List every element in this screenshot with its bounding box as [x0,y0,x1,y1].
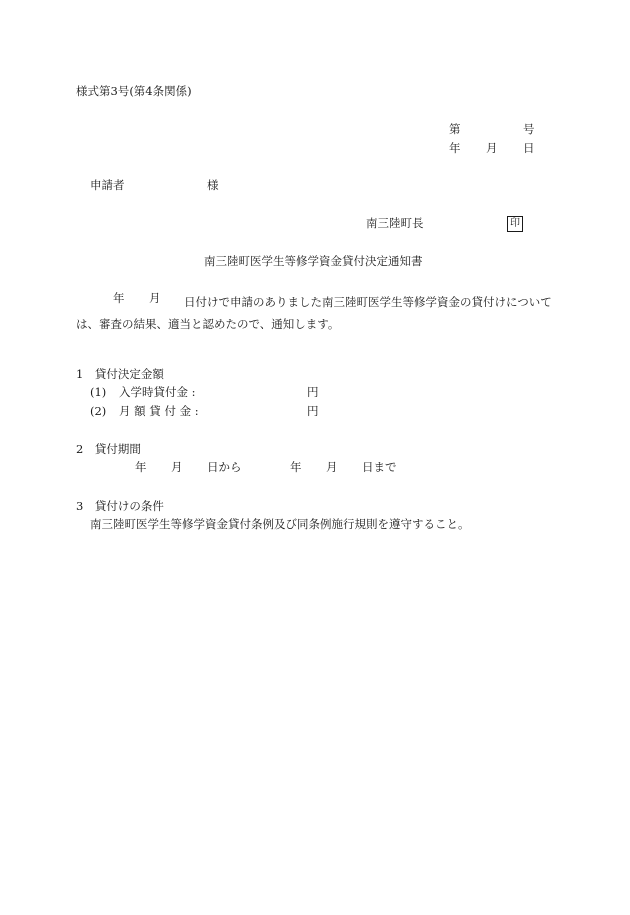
applicant-label: 申請者 [90,178,125,192]
period-from-month: 月 [171,460,183,474]
item-1-unit: 円 [307,385,319,399]
item-1-number: (1) [90,385,107,399]
date-month: 月 [486,141,498,155]
intro-year: 年 [113,291,125,305]
intro-month: 月 [149,291,161,305]
document-title: 南三陸町医学生等修学資金貸付決定通知書 [204,254,423,268]
seal-icon: 印 [507,216,523,232]
period-from-year: 年 [135,460,147,474]
item-2-unit: 円 [307,404,319,418]
item-2-number: (2) [90,404,107,418]
intro-paragraph [76,291,564,335]
date-day: 日 [523,141,535,155]
period-from-day: 日から [207,460,242,474]
applicant-honorific: 様 [207,178,219,192]
doc-number-prefix: 第 [449,122,461,136]
section-3-text: 南三陸町医学生等修学資金貸付条例及び同条例施行規則を遵守すること。 [90,517,470,531]
section-2-heading: 2 貸付期間 [76,442,141,456]
doc-number-suffix: 号 [523,122,535,136]
section-3-heading: 3 貸付けの条件 [76,499,164,513]
intro-text: 日付けで申請のありました南三陸町医学生等修学資金の貸付けについては、審査の結果、適当と認めたので、通知します。 [76,295,552,331]
period-to-month: 月 [326,460,338,474]
period-to-day: 日まで [362,460,397,474]
issuer-name: 南三陸町長 [366,216,424,230]
date-year: 年 [449,141,461,155]
item-1-label: 入学時貸付金 : [119,385,196,399]
item-2-label: 月 額 貸 付 金 : [119,404,199,418]
form-number: 様式第3号(第4条関係) [76,84,192,98]
period-to-year: 年 [290,460,302,474]
section-1-heading: 1 貸付決定金額 [76,367,164,381]
